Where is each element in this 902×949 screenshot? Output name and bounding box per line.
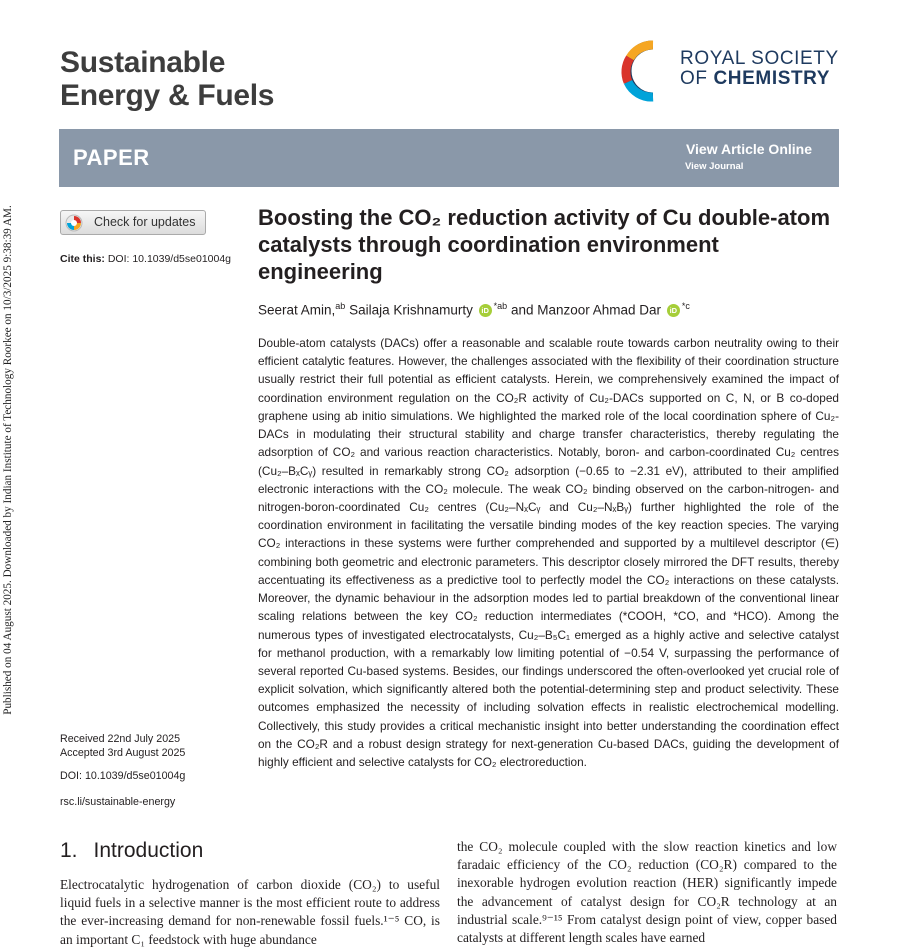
publisher-name [680, 49, 839, 89]
journal-link[interactable]: rsc.li/sustainable-energy [60, 796, 176, 808]
orcid-icon[interactable]: iD [667, 304, 680, 317]
rsc-emblem-icon [620, 38, 676, 104]
check-updates-icon [65, 214, 83, 232]
cite-label: Cite this: [60, 253, 105, 265]
article-title: Boosting the CO₂ reduction activity of Cu double-atom catalysts through coordination environment engineering [258, 205, 830, 284]
accepted-date: Accepted 3rd August 2025 [60, 747, 186, 759]
author-3-affiliation: *c [681, 301, 690, 311]
article-type-label: PAPER [73, 145, 150, 170]
check-updates-label: Check for updates [94, 215, 196, 229]
section-number: 1. [60, 839, 78, 862]
view-journal-link[interactable]: View Journal [685, 161, 744, 172]
publisher-line2-bold: CHEMISTRY [713, 68, 831, 89]
body-text-right: the CO₂ molecule coupled with the slow reaction kinetics and low faradaic efficiency of the CO₂ reduction (CO₂R) compared to the inexorable hydrogen evolution reaction (HER) significantly impede the advancement of catalyst design for CO₂R technology at an industrial scale.⁹⁻¹⁵ From catalyst design point of view, copper based catalysts at different length scales have earned [457, 839, 837, 946]
journal-title-line1: Sustainable [60, 46, 226, 79]
abstract: Double-atom catalysts (DACs) offer a reasonable and scalable route towards carbon neutrality owing to their efficient catalytic features. However, the challenges associated with the flexibility of their coordination structure usually restrict their full potential as efficient catalysts. Herein, we comprehensively examined the impact of coordination environment regulation on the CO₂R activity of Cu₂-DACs supported on C, N, or B co-doped graphene using ab initio simulations. We highlighted the marked role of the local coordination sphere of Cu₂-DACs in modulating their structural stability and charge transfer characteristics, thereby regulating the adsorption of CO₂ and various reaction characteristics. Notably, boron- and carbon-coordinated Cu₂ centres (Cu₂–BₓCᵧ) resulted in remarkably strong CO₂ adsorption (−0.65 to −2.31 eV), attributed to their amplified electronic interactions with the CO₂ molecule. The weak CO₂ binding observed on the carbon-nitrogen- and nitrogen-boron-coordinated Cu₂ centres (Cu₂–NₓCᵧ and Cu₂–NₓBᵧ) further highlighted the role of the coordination environment in facilitating the versatile binding modes of the key reaction species. The varying CO₂ interactions in these systems were further comprehended and supported by a multilevel descriptor (∈) combining both geometric and electronic parameters. This descriptor closely mirrored the DFT results, thereby accentuating its effectiveness as a predictive tool to perfectly model the CO₂ interactions on these catalysts. Moreover, the dynamic behaviour in the adsorption modes led to partial breakdown of the conventional linear scaling relations between the key CO₂ reduction intermediates (*COOH, *CO, and *HCO). Among the numerous types of investigated electrocatalysts, Cu₂–B₅C₁ emerged as a highly active and selective catalyst for methanol production, with a remarkably low limiting potential of −0.54 V, surpassing the performance of several reported Cu-based systems. Besides, our findings underscored the often-overlooked yet crucial role of explicit solvation, which significantly altered both the potential-determining step and product selectivity. These outcomes emphasized the necessity of including solvation effects in realistic electrochemical modelling. Collectively, this study provides a critical mechanistic insight into better understanding the coordination effect on the CO₂R and a robust design strategy for next-generation Cu-based DACs, guiding the development of highly efficient and selective catalysts for CO₂ electroreduction. [258, 336, 839, 770]
section-title: Introduction [93, 839, 204, 862]
journal-title [60, 46, 274, 112]
author-2[interactable]: Sailaja Krishnamurty [349, 302, 473, 318]
author-list [258, 301, 690, 318]
author-3[interactable]: Manzoor Ahmad Dar [537, 302, 662, 318]
author-1-affiliation: ab [335, 301, 346, 311]
author-conjunction: and [510, 302, 534, 318]
section-heading [60, 839, 203, 863]
publisher-line2 [680, 69, 839, 89]
orcid-icon[interactable]: iD [479, 304, 492, 317]
journal-title-line2: Energy & Fuels [60, 79, 275, 112]
publisher-line1: ROYAL SOCIETY [680, 48, 839, 69]
article-type-banner [59, 129, 839, 187]
download-notice-text: Published on 04 August 2025. Downloaded by Indian Institute of Technology Roorkee on 10/3/2025 9:38:39 AM. [2, 205, 14, 715]
author-1[interactable]: Seerat Amin, [258, 302, 336, 318]
cite-doi[interactable]: DOI: 10.1039/d5se01004g [107, 253, 232, 265]
publisher-line2-prefix: OF [680, 68, 708, 89]
author-2-affiliation: *ab [493, 301, 508, 311]
body-text-left: Electrocatalytic hydrogenation of carbon dioxide (CO₂) to useful liquid fuels in a selective manner is the most efficient route to address the ever-increasing demand for non-renewable fossil fuels.¹⁻⁵ CO, is an important C₁ feedstock with huge abundance [60, 877, 440, 947]
check-for-updates-button[interactable] [60, 210, 206, 235]
view-article-online-link[interactable]: View Article Online [685, 141, 812, 157]
download-notice [0, 180, 16, 740]
received-date: Received 22nd July 2025 [60, 733, 181, 745]
publisher-logo [620, 38, 850, 104]
cite-this [60, 253, 231, 265]
article-doi[interactable]: DOI: 10.1039/d5se01004g [60, 770, 186, 782]
